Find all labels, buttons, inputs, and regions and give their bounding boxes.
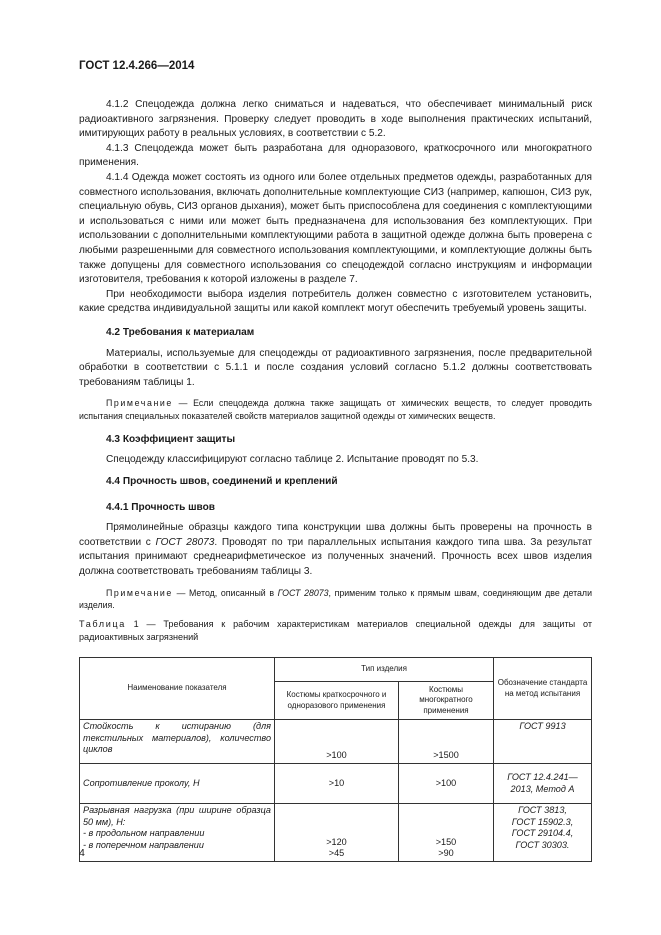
- row-multi-cell: [399, 804, 494, 862]
- section-title-4-4-1: 4.4.1 Прочность швов: [106, 501, 216, 513]
- document-header: ГОСТ 12.4.266—2014: [79, 60, 195, 72]
- row-multi-value: >90: [438, 848, 454, 859]
- section-title-4-4: 4.4 Прочность швов, соединений и креплений: [106, 476, 338, 488]
- paragraph-4-2: Материалы, используемые для спецодежды от радиоактивного загрязнения, после предварительной обработки в соответствии с 5.1.1 и после создания условий согласно 5.1.2 должны соответствовать требованиям таблицы 1.: [79, 347, 592, 388]
- note-text: — Если спецодежда должна также защищать от химических веществ, то следует проводить испытания специальных показателей свойств материалов защитной одежды от химических веществ.: [79, 398, 592, 421]
- row-standard: ГОСТ 29104.4,: [511, 828, 574, 839]
- paragraph-4-1-4: 4.1.4 Одежда может состоять из одного или более отдельных предметов одежды, разработанных для совместного использования, включать дополнительные комплектующие СИЗ (например, капюшон, СИЗ рук, специальную обувь, СИЗ органов дыхания), может быть приспособлена для соединения с комплектующими и использоваться с ними или может быть предназначена для использования без комплектующих. При использовании с дополнительными комплектующими работа в защитной одежде должна быть проверена с любыми разрешенными для совместного использования комплектующими, и комплектующие должны быть также допущены для совместного использования со спецодеждой согласно инструкциям и информации изготовителя, требования к которой изложены в разделе 7.: [79, 171, 592, 286]
- note-2: [79, 587, 592, 612]
- page-number: 4: [79, 847, 85, 859]
- row-multi-value: >100: [399, 764, 494, 804]
- note-label: Примечание: [106, 587, 173, 598]
- header-indicator: Наименование показателя: [80, 658, 275, 720]
- row-standard: ГОСТ 3813,: [518, 805, 567, 816]
- row-sub-transverse: - в поперечном направлении: [83, 839, 204, 850]
- row-name: Стойкость к истиранию (для текстильных материалов), количество циклов: [80, 720, 275, 764]
- row-standard: ГОСТ 9913: [494, 720, 592, 764]
- standard-reference: ГОСТ 28073: [155, 536, 215, 548]
- note-text: — Метод, описанный в: [172, 587, 278, 598]
- header-multi-use: Костюмы многократного применения: [399, 682, 494, 720]
- table-caption-label: Таблица: [79, 619, 126, 630]
- table-caption-text: 1 — Требования к рабочим характеристикам материалов специальной одежды для защиты от радиоактивных загрязнений: [79, 619, 592, 642]
- note-1: [79, 397, 592, 422]
- paragraph-text: . Проводят по три параллельных испытания каждого типа шва. За результат испытания принимают среднеарифметическое из полученных значений. Прочность всех швов изделия должна соответствовать требованиям таблицы 3.: [79, 536, 593, 578]
- note-text: , применим только к прямым швам, соединяющим две детали изделия.: [79, 587, 592, 610]
- paragraph-4-1-3: 4.1.3 Спецодежда может быть разработана для одноразового, краткосрочного или многократного применения.: [79, 142, 592, 169]
- row-standard: ГОСТ 12.4.241—2013, Метод А: [494, 764, 592, 804]
- note-label: Примечание: [106, 398, 173, 409]
- row-name: Разрывная нагрузка (при ширине образца 50 мм), Н:: [83, 805, 271, 827]
- section-title-4-3: 4.3 Коэффициент защиты: [106, 433, 236, 445]
- header-product-type: Тип изделия: [275, 658, 494, 682]
- row-name: Сопротивление проколу, Н: [80, 764, 275, 804]
- row-short-cell: [275, 804, 399, 862]
- standard-reference: ГОСТ 28073: [277, 587, 329, 598]
- paragraph-4-4-1: [79, 521, 592, 579]
- table-row: [80, 764, 592, 804]
- row-standard: ГОСТ 15902.3,: [511, 816, 574, 827]
- table-row: [80, 804, 592, 862]
- row-short-value: >45: [328, 848, 345, 859]
- section-title-4-2: 4.2 Требования к материалам: [106, 326, 255, 338]
- paragraph-4-3: Спецодежду классифицируют согласно таблице 2. Испытание проводят по 5.3.: [106, 454, 479, 466]
- row-multi-value: >150: [435, 836, 457, 847]
- paragraph-selection: При необходимости выбора изделия потребитель должен совместно с изготовителем установить, какие средства индивидуальной защиты или какой комплект могут обеспечить требуемый уровень защиты.: [79, 288, 592, 315]
- table-caption: [79, 618, 592, 643]
- table-row: [80, 720, 592, 764]
- paragraph-4-1-2: 4.1.2 Спецодежда должна легко сниматься и надеваться, что обеспечивает минимальный риск радиоактивного загрязнения. Проверку следует проводить в ходе выполнения практических испытаний, имитирующих работу в реальных условиях, в соответствии с 5.2.: [79, 99, 592, 140]
- row-short-value: >100: [275, 720, 399, 764]
- row-short-value: >120: [326, 836, 347, 847]
- requirements-table: [79, 657, 592, 862]
- paragraph-text: Прямолинейные образцы каждого типа конструкции шва должны быть проверены на прочность в соответствии с: [79, 522, 592, 548]
- document-body: [79, 98, 592, 862]
- row-standard: ГОСТ 30303.: [515, 839, 570, 850]
- row-name-cell: [80, 804, 275, 862]
- row-sub-longitudinal: - в продольном направлении: [83, 828, 205, 839]
- header-standard: Обозначение стандарта на метод испытания: [494, 658, 592, 720]
- row-standard-cell: [494, 804, 592, 862]
- header-short-term: Костюмы краткосрочного и одноразового применения: [275, 682, 399, 720]
- row-multi-value: >1500: [399, 720, 494, 764]
- row-short-value: >10: [275, 764, 399, 804]
